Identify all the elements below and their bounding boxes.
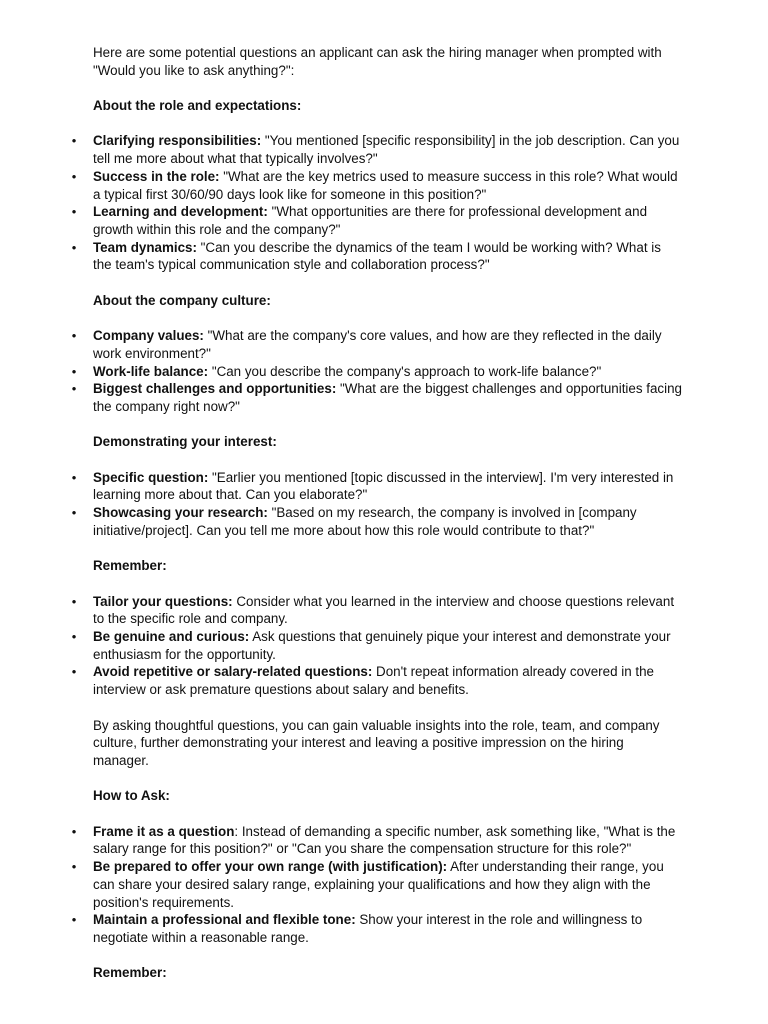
list-item: • Clarifying responsibilities: "You mentioned [specific responsibility] in the job description. Can you tell me more about what that typically involves?": [93, 132, 683, 167]
document-body: [71, 44, 683, 982]
list-item: • Work-life balance: "Can you describe the company's approach to work-life balance?": [93, 363, 683, 381]
bullet-icon: •: [71, 381, 77, 397]
bullet-icon: •: [71, 168, 77, 184]
bullet-icon: •: [71, 859, 77, 875]
intro-paragraph: Here are some potential questions an applicant can ask the hiring manager when prompted with "Would you like to ask anything?":: [93, 45, 662, 78]
list-item: • Success in the role: "What are the key metrics used to measure success in this role? What would a typical first 30/60/90 days look like for someone in this position?": [93, 168, 683, 203]
bullet-list-role: [71, 132, 683, 274]
list-item: • Learning and development: "What opportunities are there for professional development and growth within this role and the company?": [93, 203, 683, 238]
section-heading-how-to-ask: How to Ask:: [93, 788, 170, 804]
bullet-icon: •: [71, 133, 77, 149]
section-heading-remember: Remember:: [93, 558, 167, 574]
bullet-icon: •: [71, 629, 77, 645]
bullet-icon: •: [71, 823, 77, 839]
section-heading-culture: About the company culture:: [93, 292, 271, 308]
section-heading-role: About the role and expectations:: [93, 98, 302, 114]
list-item: • Showcasing your research: "Based on my research, the company is involved in [company initiative/project]. Can you tell me more about how this role would contribute to that?": [93, 504, 683, 539]
bullet-icon: •: [71, 204, 77, 220]
bullet-icon: •: [71, 363, 77, 379]
list-item: • Specific question: "Earlier you mentioned [topic discussed in the interview]. I'm very interested in learning more about that. Can you elaborate?": [93, 469, 683, 504]
list-item: • Biggest challenges and opportunities: "What are the biggest challenges and opportunities facing the company right now?": [93, 380, 683, 415]
bullet-list-remember: [71, 593, 683, 699]
list-item: • Frame it as a question: Instead of demanding a specific number, ask something like, "What is the salary range for this position?" or "Can you share the compensation structure for this role?": [93, 823, 683, 858]
list-item: • Team dynamics: "Can you describe the dynamics of the team I would be working with? What is the team's typical communication style and collaboration process?": [93, 239, 683, 274]
final-heading-remember: Remember:: [93, 965, 167, 981]
bullet-icon: •: [71, 239, 77, 255]
list-item: • Avoid repetitive or salary-related questions: Don't repeat information already covered in the interview or ask premature questions about salary and benefits.: [93, 663, 683, 698]
list-item: • Tailor your questions: Consider what you learned in the interview and choose questions relevant to the specific role and company.: [93, 593, 683, 628]
bullet-list-culture: [71, 327, 683, 416]
list-item: • Maintain a professional and flexible tone: Show your interest in the role and willingness to negotiate within a reasonable range.: [93, 911, 683, 946]
list-item: • Be genuine and curious: Ask questions that genuinely pique your interest and demonstrate your enthusiasm for the opportunity.: [93, 628, 683, 663]
bullet-icon: •: [71, 469, 77, 485]
closing-paragraph: By asking thoughtful questions, you can gain valuable insights into the role, team, and company culture, further demonstrating your interest and leaving a positive impression on the hiring manager.: [93, 717, 660, 768]
bullet-icon: •: [71, 664, 77, 680]
section-heading-interest: Demonstrating your interest:: [93, 434, 277, 450]
bullet-icon: •: [71, 328, 77, 344]
bullet-list-how-to-ask: [71, 823, 683, 947]
bullet-icon: •: [71, 593, 77, 609]
bullet-list-interest: [71, 469, 683, 540]
bullet-icon: •: [71, 912, 77, 928]
list-item: • Be prepared to offer your own range (with justification): After understanding their range, you can share your desired salary range, explaining your qualifications and how they align with the position's requirements.: [93, 858, 683, 911]
list-item: • Company values: "What are the company's core values, and how are they reflected in the daily work environment?": [93, 327, 683, 362]
bullet-icon: •: [71, 505, 77, 521]
